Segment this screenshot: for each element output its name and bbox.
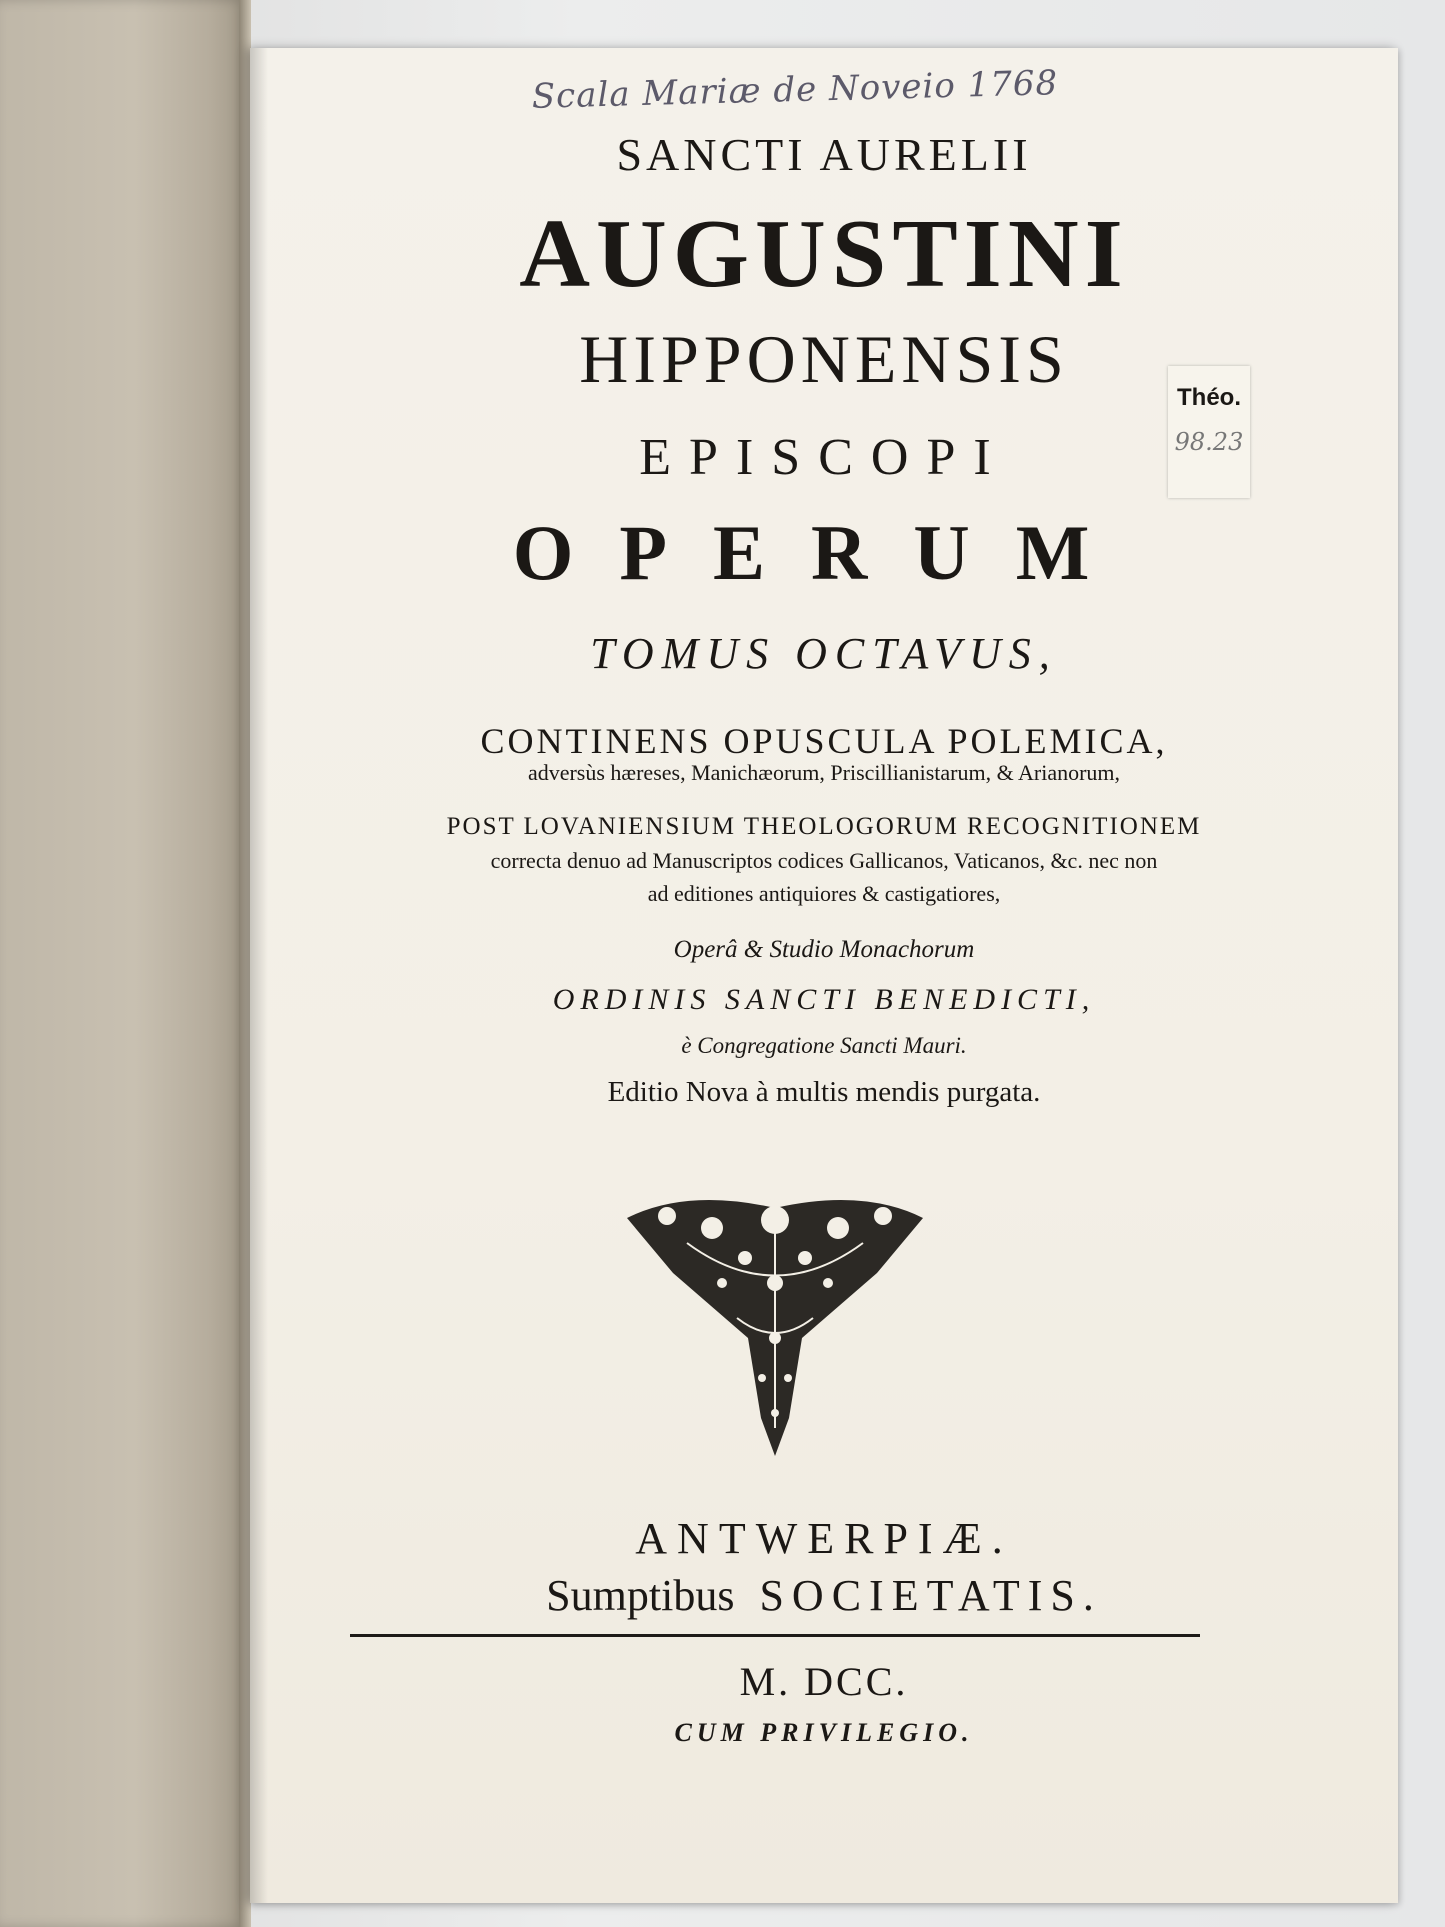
contents-heading: CONTINENS OPUSCULA POLEMICA, — [480, 721, 1168, 761]
editors-line-3: è Congregatione Sancti Mauri. — [681, 1033, 967, 1058]
editors-line-1: Operâ & Studio Monachorum — [673, 936, 975, 963]
edition-statement: Editio Nova à multis mendis purgata. — [607, 1076, 1041, 1108]
imprint-place: ANTWERPIÆ. — [635, 1514, 1013, 1563]
imprint-date: M. DCC. — [739, 1659, 909, 1704]
handwritten-inscription: Scala Mariæ de Noveio 1768 — [531, 63, 1059, 117]
page-gutter-shadow — [250, 48, 268, 1903]
editors-line-2: ORDINIS SANCTI BENEDICTI, — [552, 983, 1096, 1016]
contents-subtitle: adversùs hæreses, Manichæorum, Priscillianistarum, & Arianorum, — [527, 760, 1121, 785]
title-author: AUGUSTINI — [519, 200, 1129, 308]
title-line-1: SANCTI AURELII — [616, 129, 1032, 180]
imprint-publisher-prefix: Sumptibus — [546, 1571, 735, 1620]
imprint-publisher: SOCIETATIS. — [759, 1571, 1102, 1620]
title-line-4: EPISCOPI — [639, 429, 1009, 486]
privilege: CUM PRIVILEGIO. — [674, 1718, 974, 1747]
title-operum: OPERUM — [512, 509, 1136, 596]
imprint-publisher-line — [250, 1570, 1398, 1621]
book-cover-left — [0, 0, 245, 1927]
recognition-line-2: ad editiones antiquiores & castigatiores, — [647, 881, 1001, 906]
recognition-line-1: correcta denuo ad Manuscriptos codices Gallicanos, Vaticanos, &c. nec non — [490, 848, 1158, 873]
shelf-label-line1: Théo. — [1177, 384, 1241, 411]
title-line-3: HIPPONENSIS — [579, 321, 1069, 397]
title-tome: TOMUS OCTAVUS, — [590, 629, 1058, 678]
recognition-heading: POST LOVANIENSIUM THEOLOGORUM RECOGNITIONEM — [446, 813, 1202, 840]
imprint-rule — [350, 1634, 1200, 1637]
shelf-label-line2: 98.23 — [1174, 428, 1244, 456]
title-page — [250, 48, 1398, 1903]
floral-ornament — [627, 1188, 923, 1458]
